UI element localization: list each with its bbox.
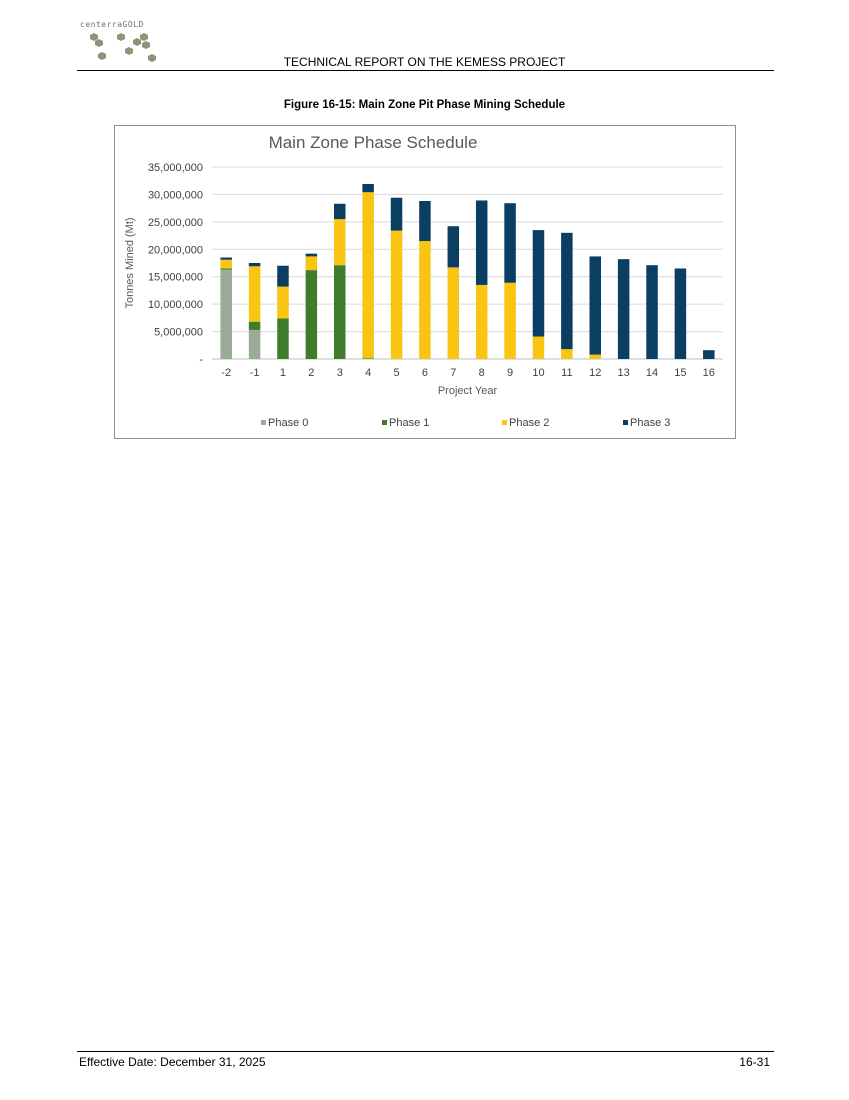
bar-phase-3-year-16 (703, 350, 715, 359)
bar-phase-2-year-11 (561, 349, 573, 359)
y-tick-label: 30,000,000 (147, 189, 203, 202)
x-axis-label: Project Year (437, 385, 498, 397)
bar-phase-2-year-6 (419, 241, 431, 359)
x-tick-label: 9 (507, 367, 514, 379)
bar-phase-3-year-8 (476, 200, 488, 284)
bar-phase-3-year-1 (277, 266, 289, 287)
legend-label: Phase 3 (630, 417, 671, 429)
bar-phase-3-year--2 (220, 258, 232, 260)
x-tick-label: 4 (365, 367, 372, 379)
bar-phase-3-year-3 (334, 204, 346, 219)
bar-phase-2-year-12 (590, 355, 602, 359)
bar-phase-2-year-7 (448, 267, 460, 359)
x-tick-label: 13 (617, 367, 630, 379)
bar-phase-3-year-4 (362, 184, 374, 192)
figure-caption: Figure 16-15: Main Zone Pit Phase Mining Schedule (283, 99, 566, 111)
bar-phase-3-year-2 (306, 254, 318, 257)
y-tick-label: 15,000,000 (147, 271, 203, 284)
bar-phase-3-year-15 (675, 268, 687, 359)
bar-phase-2-year-10 (533, 337, 545, 359)
x-tick-label: 14 (645, 367, 659, 379)
bar-phase-2-year--1 (249, 266, 260, 321)
x-tick-label: -1 (249, 367, 260, 379)
x-tick-label: 16 (702, 367, 715, 379)
bar-phase-2-year-2 (306, 256, 318, 270)
legend-label: Phase 0 (268, 417, 309, 429)
bar-phase-2-year-8 (476, 285, 488, 359)
y-tick-label: 20,000,000 (147, 244, 203, 257)
bar-phase-1-year-3 (334, 265, 346, 359)
legend-swatch (261, 420, 266, 425)
bar-phase-1-year--1 (249, 322, 260, 330)
effective-date: Effective Date: December 31, 2025 (79, 1055, 266, 1069)
chart-frame (114, 125, 736, 439)
bar-phase-2-year-3 (334, 219, 346, 265)
bar-phase-3-year-9 (504, 203, 516, 283)
x-tick-label: 11 (561, 367, 573, 379)
y-tick-label: 10,000,000 (147, 299, 203, 312)
bar-phase-3-year-10 (533, 230, 545, 336)
bar-phase-3-year-12 (590, 256, 602, 354)
bar-phase-2-year-5 (391, 231, 403, 359)
bar-phase-1-year--2 (220, 268, 232, 269)
legend-swatch (382, 420, 387, 425)
bar-phase-3-year-7 (448, 226, 460, 267)
x-tick-label: 2 (308, 367, 315, 379)
x-tick-label: 8 (478, 367, 485, 379)
legend-label: Phase 1 (389, 417, 430, 429)
x-tick-label: -2 (221, 367, 232, 379)
x-tick-label: 15 (674, 367, 687, 379)
bar-phase-1-year-2 (306, 270, 318, 359)
bar-phase-2-year-4 (362, 192, 374, 358)
legend-swatch (502, 420, 507, 425)
bar-phase-0-year--1 (249, 330, 260, 359)
chart-title: Main Zone Phase Schedule (268, 133, 478, 152)
legend-label: Phase 2 (509, 417, 550, 429)
y-tick-label: 35,000,000 (147, 162, 203, 174)
x-tick-label: 6 (421, 367, 428, 379)
bar-phase-3-year-11 (561, 233, 573, 349)
x-tick-label: 12 (589, 367, 602, 379)
bar-phase-1-year-4 (362, 358, 374, 359)
bar-phase-2-year-9 (504, 283, 516, 359)
bar-phase-1-year-1 (277, 318, 289, 359)
x-tick-label: 7 (450, 367, 457, 379)
report-title: TECHNICAL REPORT ON THE KEMESS PROJECT (283, 55, 566, 69)
y-tick-label: 25,000,000 (147, 216, 203, 229)
x-tick-label: 10 (532, 367, 545, 379)
bar-phase-3-year--1 (249, 263, 260, 266)
bar-phase-0-year--2 (220, 270, 232, 359)
y-tick-label: - (199, 354, 203, 366)
bar-phase-3-year-14 (646, 265, 658, 359)
stacked-bar-chart (115, 126, 735, 438)
bar-phase-3-year-5 (391, 198, 403, 231)
bar-phase-3-year-13 (618, 259, 630, 359)
y-tick-label: 5,000,000 (154, 326, 203, 339)
y-axis-label: Tonnes Mined (Mt) (124, 217, 136, 309)
x-tick-label: 1 (279, 367, 287, 379)
header-divider (77, 70, 774, 71)
bar-phase-2-year-1 (277, 287, 289, 319)
footer-divider (77, 1051, 774, 1052)
x-tick-label: 5 (393, 367, 400, 379)
bar-phase-2-year--2 (220, 260, 232, 269)
x-tick-label: 3 (336, 367, 343, 379)
logo-wordmark: centerraGOLD (80, 20, 144, 29)
legend-swatch (623, 420, 628, 425)
bar-phase-3-year-6 (419, 201, 431, 241)
page-number: 16-31 (739, 1055, 770, 1069)
